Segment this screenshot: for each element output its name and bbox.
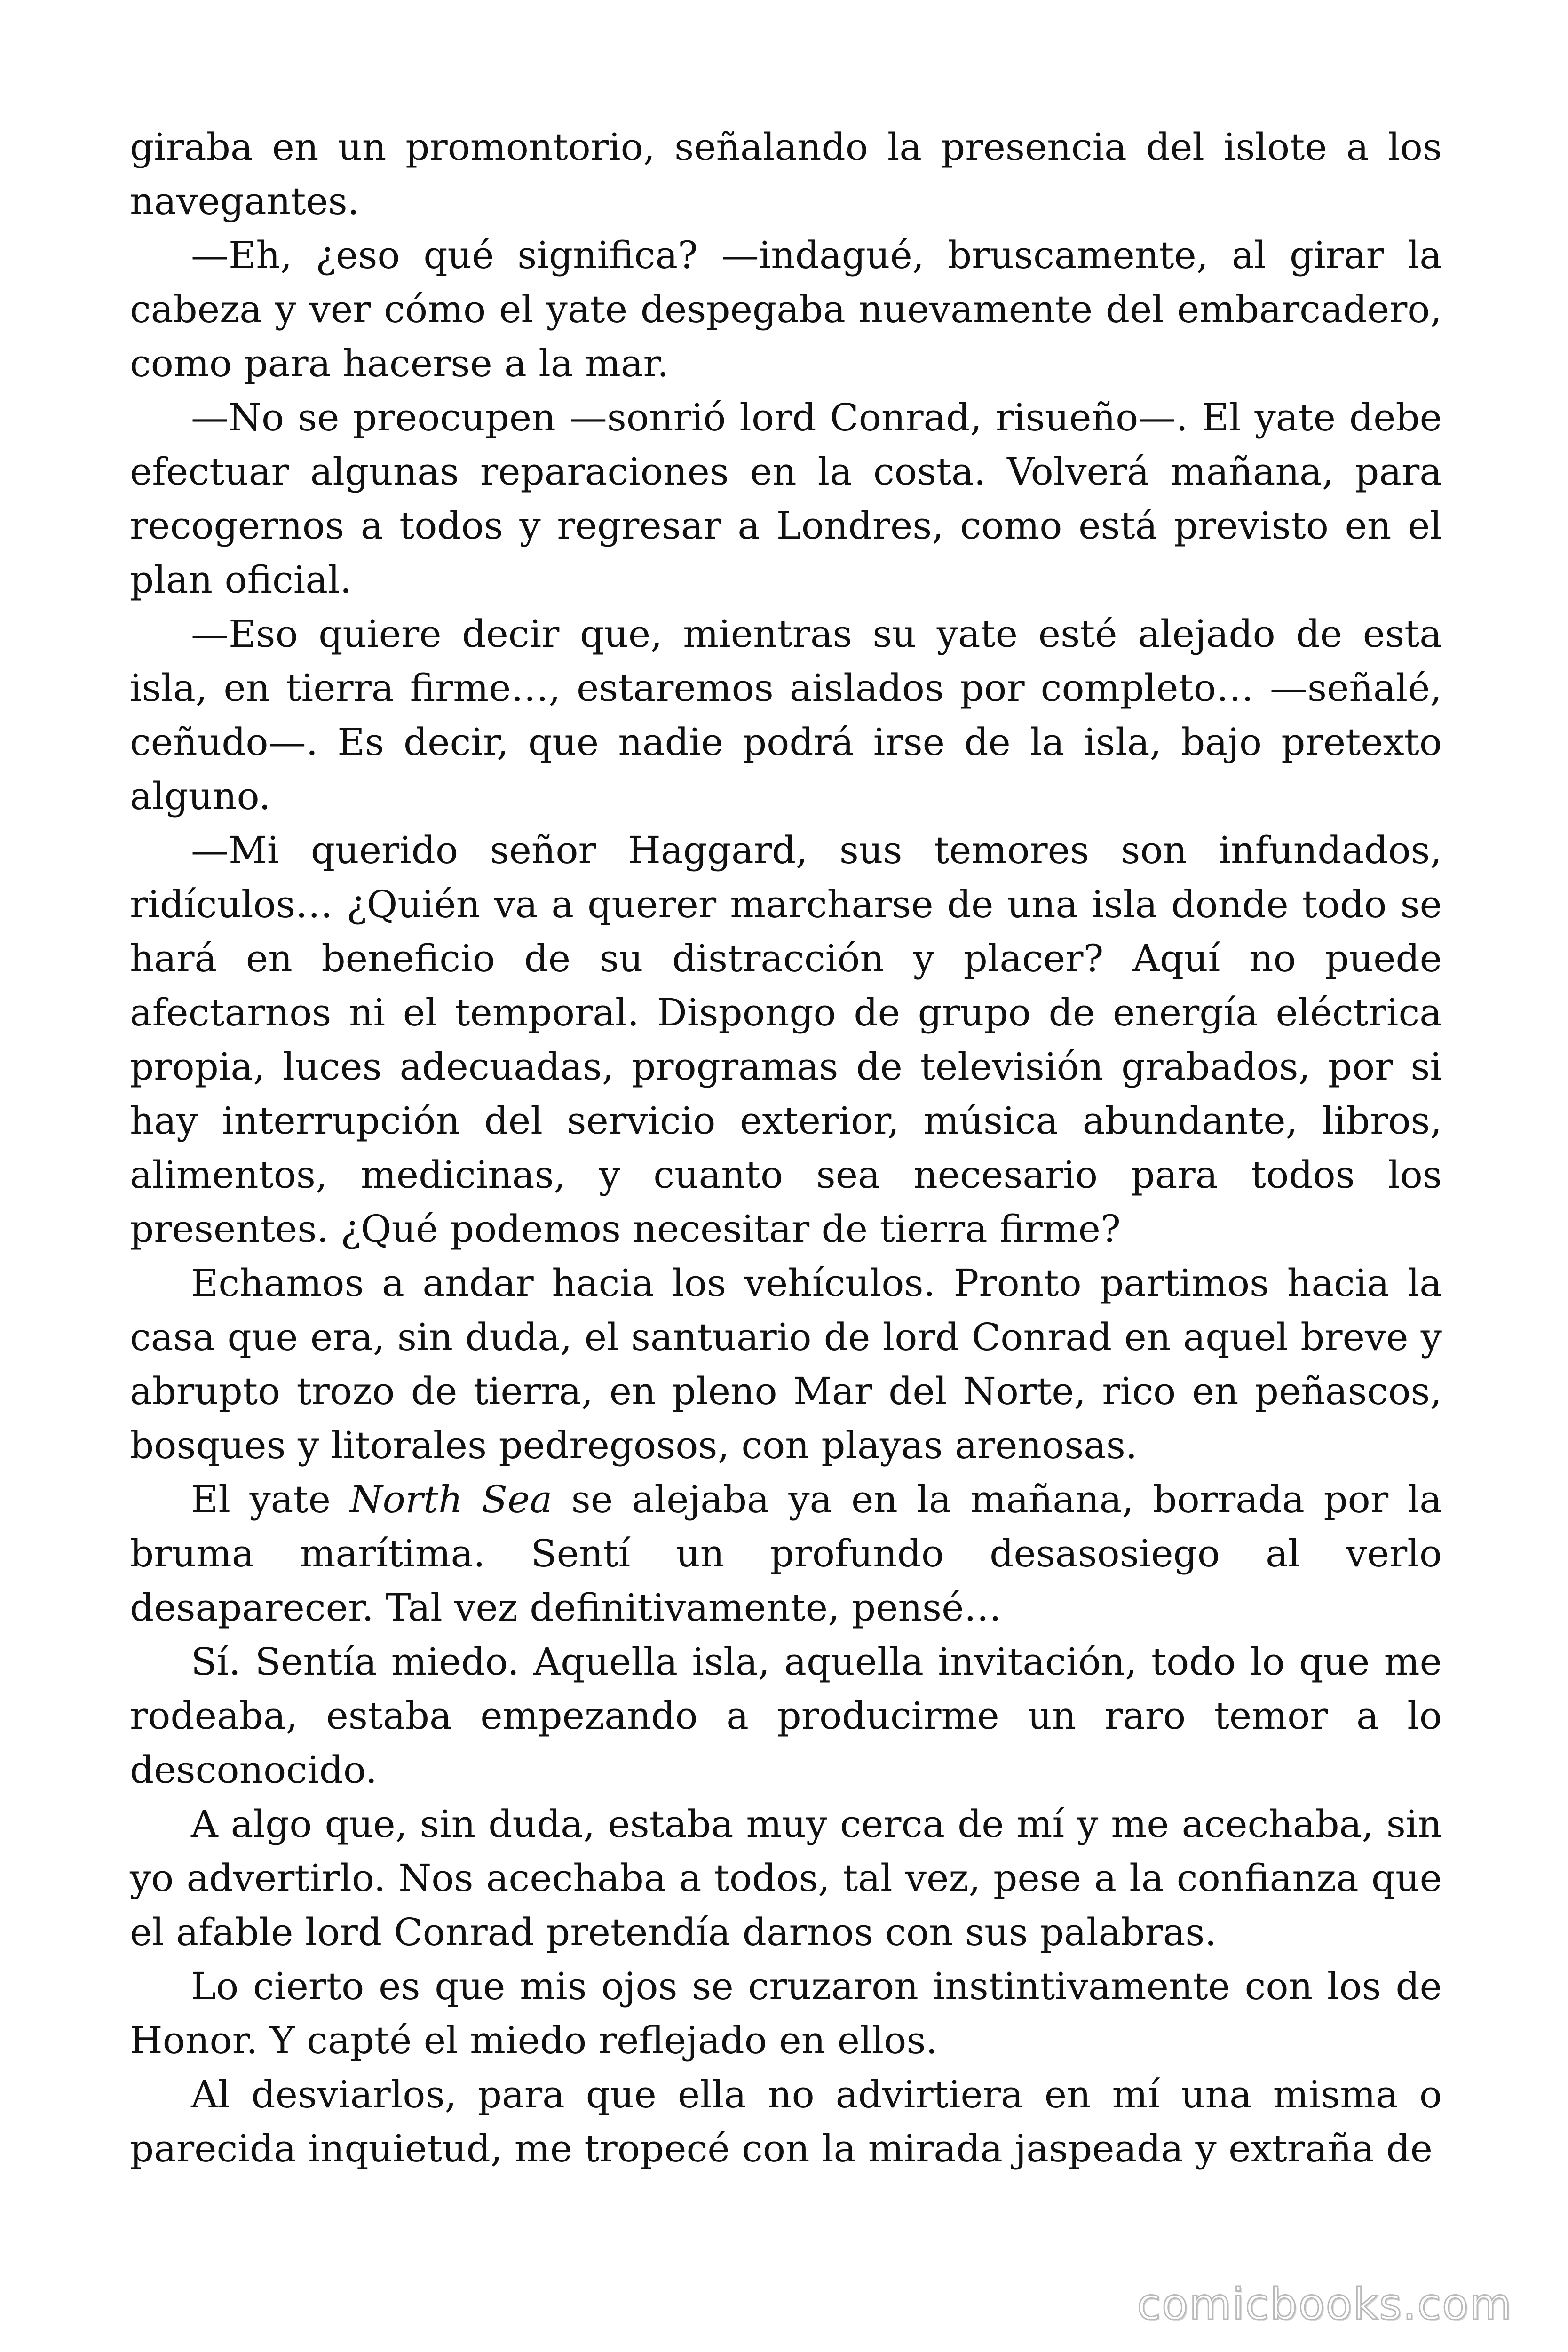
paragraph-text: El yate xyxy=(191,1478,350,1521)
paragraph: Echamos a andar hacia los vehículos. Pronto partimos hacia la casa que era, sin duda, el santuario de lord Conrad en aquel breve y abrupto trozo de tierra, en pleno Mar del Norte, rico en peñascos, bosques y litorales pedregosos, con playas arenosas. xyxy=(130,1261,1442,1467)
paragraph: —No se preocupen —sonrió lord Conrad, risueño—. El yate debe efectuar algunas reparaciones en la costa. Volverá mañana, para recogernos a todos y regresar a Londres, como está previsto en el plan oficial. xyxy=(130,396,1442,602)
paragraph-text: se alejaba ya en la mañana, borrada por la bruma marítima. Sentí un profundo desasosiego al verlo desaparecer. Tal vez definitivamente, pensé… xyxy=(130,1478,1442,1629)
paragraph: Al desviarlos, para que ella no advirtiera en mí una misma o parecida inquietud, me tropecé con la mirada jaspeada y extraña de xyxy=(130,2073,1442,2170)
watermark-logo: comicbooks.com xyxy=(1137,2279,1513,2329)
paragraph: —Eso quiere decir que, mientras su yate esté alejado de esta isla, en tierra firme…, estaremos aislados por completo… —señalé, ceñudo—. Es decir, que nadie podrá irse de la isla, bajo pretexto alguno. xyxy=(130,612,1442,818)
paragraph: giraba en un promontorio, señalando la presencia del islote a los navegantes. xyxy=(130,125,1442,223)
paragraph: Lo cierto es que mis ojos se cruzaron instintivamente con los de Honor. Y capté el miedo reflejado en ellos. xyxy=(130,1964,1442,2062)
paragraph: Sí. Sentía miedo. Aquella isla, aquella invitación, todo lo que me rodeaba, estaba empezando a producirme un raro temor a lo desconocido. xyxy=(130,1640,1442,1792)
ship-name: North Sea xyxy=(349,1478,553,1521)
body-text xyxy=(130,120,1442,2176)
paragraph xyxy=(130,1472,1442,1635)
paragraph: A algo que, sin duda, estaba muy cerca de mí y me acechaba, sin yo advertirlo. Nos acechaba a todos, tal vez, pese a la confianza que el afable lord Conrad pretendía darnos con sus palabras. xyxy=(130,1802,1442,1954)
paragraph: —Mi querido señor Haggard, sus temores son infundados, ridículos… ¿Quién va a querer marcharse de una isla donde todo se hará en beneficio de su distracción y placer? Aquí no puede afectarnos ni el temporal. Dispongo de grupo de energía eléctrica propia, luces adecuadas, programas de televisión grabados, por si hay interrupción del servicio exterior, música abundante, libros, alimentos, medicinas, y cuanto sea necesario para todos los presentes. ¿Qué podemos necesitar de tierra firme? xyxy=(130,828,1442,1251)
paragraph: —Eh, ¿eso qué significa? —indagué, bruscamente, al girar la cabeza y ver cómo el yate despegaba nuevamente del embarcadero, como para hacerse a la mar. xyxy=(130,233,1442,385)
